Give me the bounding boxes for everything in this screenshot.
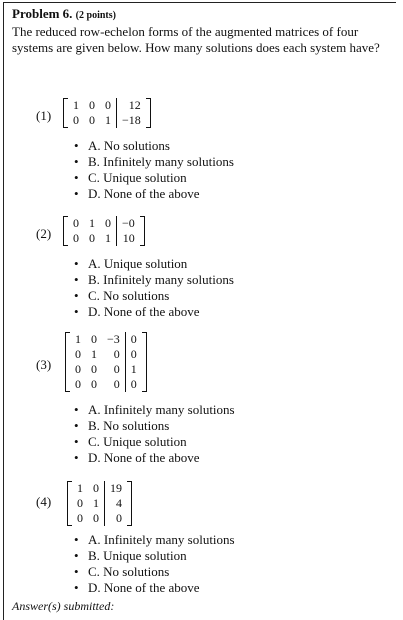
bullet-icon: • bbox=[74, 186, 79, 201]
choice-text: B. No solutions bbox=[88, 418, 170, 433]
choice-item bbox=[74, 304, 234, 320]
choice-text: C. Unique solution bbox=[88, 170, 187, 185]
choice-item bbox=[74, 154, 234, 170]
bullet-icon: • bbox=[74, 138, 79, 153]
matrix-cell: 0 bbox=[75, 362, 81, 376]
bullet-icon: • bbox=[74, 154, 79, 169]
choice-item bbox=[74, 564, 235, 580]
matrix-right-bracket bbox=[146, 98, 151, 128]
matrix-row bbox=[72, 511, 127, 526]
matrix-cell: 1 bbox=[105, 231, 111, 245]
choice-text: A. No solutions bbox=[88, 138, 170, 153]
matrix-row bbox=[68, 113, 146, 128]
matrix-cell: 1 bbox=[105, 113, 111, 127]
matrix-cell: 0 bbox=[91, 362, 97, 376]
choice-item bbox=[74, 288, 234, 304]
matrix-row bbox=[70, 332, 142, 347]
matrix-cell: 0 bbox=[105, 98, 111, 112]
choice-item bbox=[74, 580, 235, 596]
matrix-cell: 0 bbox=[93, 511, 99, 525]
matrix-row bbox=[70, 347, 142, 362]
matrix-left-bracket bbox=[63, 216, 68, 246]
choice-item bbox=[74, 170, 234, 186]
matrix-cell: 0 bbox=[105, 216, 111, 230]
answer-submitted-label: Answer(s) submitted: bbox=[12, 599, 115, 613]
answer-choices bbox=[74, 532, 235, 596]
matrix-cell: 0 bbox=[89, 98, 95, 112]
problem-header bbox=[12, 6, 116, 22]
matrix-cell: 0 bbox=[91, 377, 97, 391]
matrix-right-bracket bbox=[140, 216, 145, 246]
matrix-cell: −18 bbox=[117, 113, 146, 128]
matrix-cell: 0 bbox=[113, 377, 120, 391]
bullet-icon: • bbox=[74, 170, 79, 185]
choice-text: D. None of the above bbox=[88, 450, 200, 465]
choice-text: D. None of the above bbox=[88, 186, 200, 201]
choice-text: A. Unique solution bbox=[88, 256, 188, 271]
bullet-icon: • bbox=[74, 402, 79, 417]
choice-item bbox=[74, 138, 234, 154]
choice-item bbox=[74, 434, 235, 450]
choice-item bbox=[74, 450, 235, 466]
matrix-row bbox=[68, 231, 140, 246]
bullet-icon: • bbox=[74, 272, 79, 287]
choice-item bbox=[74, 256, 234, 272]
bullet-icon: • bbox=[74, 532, 79, 547]
problem-intro: The reduced row-echelon forms of the augmented matrices of four systems are given below. How many solutions does each system have? bbox=[12, 24, 380, 55]
matrix-cell: 1 bbox=[91, 347, 97, 361]
matrix-left-bracket bbox=[63, 98, 68, 128]
matrix-cell: 19 bbox=[105, 481, 128, 496]
matrix-cell: 0 bbox=[77, 511, 83, 525]
matrix-row bbox=[70, 362, 142, 377]
choice-item bbox=[74, 186, 234, 202]
matrix-cell: 1 bbox=[89, 216, 95, 230]
bullet-icon: • bbox=[74, 450, 79, 465]
problem-title: Problem 6. bbox=[12, 6, 73, 21]
matrix-cell: 0 bbox=[73, 231, 79, 245]
matrix-cell: 0 bbox=[125, 377, 142, 392]
matrix-cell: 1 bbox=[77, 481, 83, 495]
augmented-matrix bbox=[72, 481, 127, 526]
bullet-icon: • bbox=[74, 418, 79, 433]
matrix-cell: 0 bbox=[113, 362, 120, 376]
choice-text: B. Infinitely many solutions bbox=[88, 272, 234, 287]
matrix-cell: 1 bbox=[125, 362, 142, 377]
matrix-row bbox=[72, 496, 127, 511]
answer-choices bbox=[74, 256, 234, 320]
matrix-row bbox=[68, 216, 140, 231]
choice-text: A. Infinitely many solutions bbox=[88, 402, 235, 417]
choice-text: C. No solutions bbox=[88, 288, 170, 303]
choice-text: A. Infinitely many solutions bbox=[88, 532, 235, 547]
matrix-cell: 1 bbox=[93, 496, 99, 510]
answer-choices bbox=[74, 138, 234, 202]
matrix-cell: 0 bbox=[89, 231, 95, 245]
matrix-cell: 0 bbox=[113, 347, 120, 361]
matrix-cell: 0 bbox=[89, 113, 95, 127]
augmented-matrix bbox=[70, 332, 142, 392]
system-label: (4) bbox=[36, 494, 52, 509]
matrix-cell: 0 bbox=[91, 332, 97, 346]
matrix-right-bracket bbox=[142, 332, 147, 392]
bullet-icon: • bbox=[74, 434, 79, 449]
choice-item bbox=[74, 532, 235, 548]
matrix-cell: 1 bbox=[73, 98, 79, 112]
bullet-icon: • bbox=[74, 256, 79, 271]
matrix-table bbox=[68, 98, 146, 128]
matrix-cell: 1 bbox=[75, 332, 81, 346]
matrix-table bbox=[70, 332, 142, 392]
choice-text: C. No solutions bbox=[88, 564, 170, 579]
choice-text: C. Unique solution bbox=[88, 434, 187, 449]
matrix-cell: 0 bbox=[73, 216, 79, 230]
matrix-cell: 0 bbox=[75, 347, 81, 361]
choice-item bbox=[74, 402, 235, 418]
matrix-cell: 4 bbox=[105, 496, 128, 511]
matrix-cell: 0 bbox=[73, 113, 79, 127]
choice-text: B. Unique solution bbox=[88, 548, 187, 563]
matrix-cell: 12 bbox=[117, 98, 146, 113]
matrix-left-bracket bbox=[67, 481, 72, 526]
choice-item bbox=[74, 548, 235, 564]
matrix-row bbox=[68, 98, 146, 113]
matrix-table bbox=[68, 216, 140, 246]
choice-item bbox=[74, 272, 234, 288]
system-label: (2) bbox=[36, 226, 52, 241]
matrix-cell: 0 bbox=[77, 496, 83, 510]
problem-points: (2 points) bbox=[75, 10, 116, 21]
bullet-icon: • bbox=[74, 580, 79, 595]
matrix-table bbox=[72, 481, 127, 526]
augmented-matrix bbox=[68, 216, 140, 246]
augmented-matrix bbox=[68, 98, 146, 128]
matrix-cell: 0 bbox=[105, 511, 128, 526]
matrix-cell: −3 bbox=[107, 332, 120, 346]
system-label: (3) bbox=[36, 357, 52, 372]
matrix-cell: 0 bbox=[75, 377, 81, 391]
matrix-cell: 0 bbox=[125, 347, 142, 362]
matrix-left-bracket bbox=[65, 332, 70, 392]
matrix-row bbox=[70, 377, 142, 392]
matrix-cell: −0 bbox=[117, 216, 140, 231]
choice-text: B. Infinitely many solutions bbox=[88, 154, 234, 169]
bullet-icon: • bbox=[74, 288, 79, 303]
bullet-icon: • bbox=[74, 304, 79, 319]
choice-text: D. None of the above bbox=[88, 304, 200, 319]
bullet-icon: • bbox=[74, 548, 79, 563]
matrix-cell: 10 bbox=[117, 231, 140, 246]
answer-choices bbox=[74, 402, 235, 466]
choice-text: D. None of the above bbox=[88, 580, 200, 595]
matrix-cell: 0 bbox=[93, 481, 99, 495]
matrix-right-bracket bbox=[127, 481, 132, 526]
bullet-icon: • bbox=[74, 564, 79, 579]
choice-item bbox=[74, 418, 235, 434]
matrix-row bbox=[72, 481, 127, 496]
system-label: (1) bbox=[36, 108, 52, 123]
matrix-cell: 0 bbox=[125, 332, 142, 347]
